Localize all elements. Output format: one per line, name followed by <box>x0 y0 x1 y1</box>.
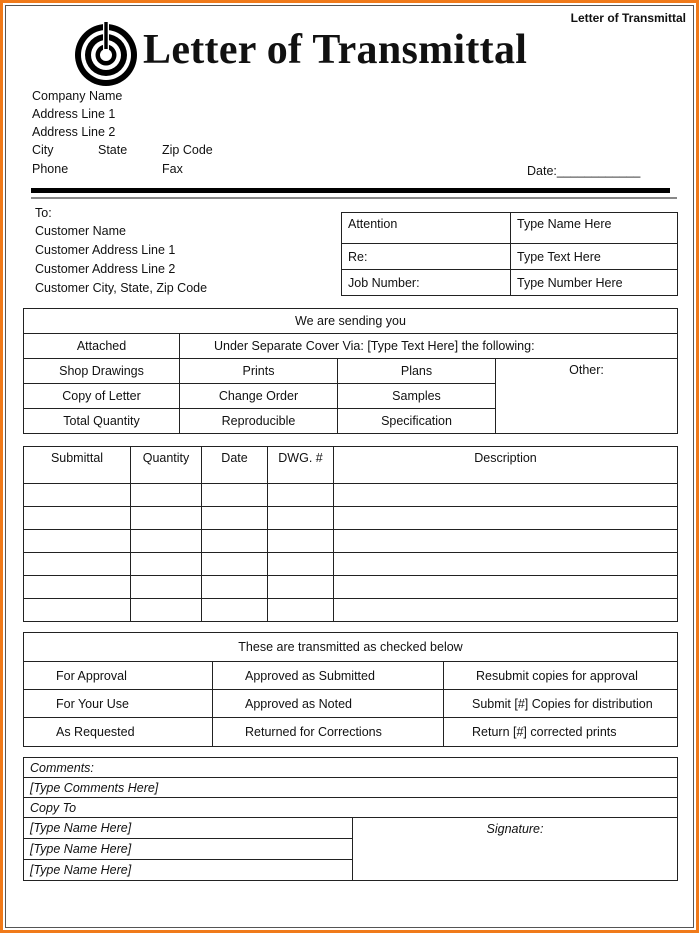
quantity-cell[interactable] <box>131 484 202 507</box>
column-header: Submittal <box>24 447 131 484</box>
customer-address-2[interactable]: Customer Address Line 2 <box>35 262 176 276</box>
date-cell[interactable] <box>202 553 268 576</box>
date-field[interactable]: Date:____________ <box>527 164 641 178</box>
copy-of-letter-option[interactable]: Copy of Letter <box>24 384 180 409</box>
table-row <box>24 599 678 622</box>
copy-to-name-2[interactable]: [Type Name Here] <box>24 839 353 860</box>
dwg-cell[interactable] <box>268 576 334 599</box>
info-label: Re: <box>342 244 511 270</box>
dwg-cell[interactable] <box>268 553 334 576</box>
description-cell[interactable] <box>334 530 678 553</box>
dwg-cell[interactable] <box>268 484 334 507</box>
quantity-cell[interactable] <box>131 599 202 622</box>
description-cell[interactable] <box>334 507 678 530</box>
as-requested-option[interactable]: As Requested <box>24 718 213 747</box>
to-label: To: <box>35 206 52 220</box>
resubmit-copies-option[interactable]: Resubmit copies for approval <box>444 662 678 690</box>
separate-cover-option[interactable]: Under Separate Cover Via: [Type Text Here] the following: <box>180 334 678 359</box>
zip-code: Zip Code <box>162 143 213 157</box>
returned-for-corrections-option[interactable]: Returned for Corrections <box>213 718 444 747</box>
dwg-cell[interactable] <box>268 530 334 553</box>
submittal-cell[interactable] <box>24 553 131 576</box>
sending-heading: We are sending you <box>24 309 678 334</box>
info-table <box>341 212 678 296</box>
customer-city[interactable]: Customer City, State, Zip Code <box>35 281 208 295</box>
column-header: Quantity <box>131 447 202 484</box>
table-row <box>24 507 678 530</box>
quantity-cell[interactable] <box>131 507 202 530</box>
company-logo-icon <box>73 22 139 88</box>
header-divider <box>31 188 670 193</box>
date-cell[interactable] <box>202 530 268 553</box>
date-cell[interactable] <box>202 507 268 530</box>
info-row-re <box>342 244 678 270</box>
transmitted-heading: These are transmitted as checked below <box>24 633 678 662</box>
address-line-2: Address Line 2 <box>32 125 116 139</box>
submittal-cell[interactable] <box>24 530 131 553</box>
table-row <box>24 576 678 599</box>
submit-copies-option[interactable]: Submit [#] Copies for distribution <box>444 690 678 718</box>
description-cell[interactable] <box>334 484 678 507</box>
phone: Phone <box>32 162 69 176</box>
city: City <box>32 143 54 157</box>
return-corrected-prints-option[interactable]: Return [#] corrected prints <box>444 718 678 747</box>
customer-address-1[interactable]: Customer Address Line 1 <box>35 243 176 257</box>
column-header: Description <box>334 447 678 484</box>
address-line-1: Address Line 1 <box>32 107 116 121</box>
plans-option[interactable]: Plans <box>338 359 496 384</box>
comments-table <box>23 757 678 881</box>
for-approval-option[interactable]: For Approval <box>24 662 213 690</box>
fax: Fax <box>162 162 183 176</box>
description-cell[interactable] <box>334 599 678 622</box>
approved-as-noted-option[interactable]: Approved as Noted <box>213 690 444 718</box>
samples-option[interactable]: Samples <box>338 384 496 409</box>
date-cell[interactable] <box>202 576 268 599</box>
info-label: Job Number: <box>342 270 511 296</box>
info-row-attention <box>342 213 678 244</box>
info-label: Attention <box>342 213 511 244</box>
dwg-cell[interactable] <box>268 599 334 622</box>
submittal-cell[interactable] <box>24 599 131 622</box>
customer-name[interactable]: Customer Name <box>35 224 126 238</box>
info-row-job <box>342 270 678 296</box>
column-header: Date <box>202 447 268 484</box>
date-cell[interactable] <box>202 484 268 507</box>
total-quantity-option[interactable]: Total Quantity <box>24 409 180 434</box>
submittal-cell[interactable] <box>24 576 131 599</box>
transmitted-table <box>23 632 678 747</box>
table-row <box>24 553 678 576</box>
approved-as-submitted-option[interactable]: Approved as Submitted <box>213 662 444 690</box>
shop-drawings-option[interactable]: Shop Drawings <box>24 359 180 384</box>
submittal-table <box>23 446 678 622</box>
date-cell[interactable] <box>202 599 268 622</box>
dwg-cell[interactable] <box>268 507 334 530</box>
quantity-cell[interactable] <box>131 553 202 576</box>
info-value[interactable]: Type Text Here <box>511 244 678 270</box>
description-cell[interactable] <box>334 553 678 576</box>
company-name: Company Name <box>32 89 123 103</box>
reproducible-option[interactable]: Reproducible <box>180 409 338 434</box>
copy-to-label: Copy To <box>24 798 678 818</box>
sending-table <box>23 308 678 434</box>
state: State <box>98 143 128 157</box>
header-divider-thin <box>31 197 677 199</box>
corner-title: Letter of Transmittal <box>570 11 686 25</box>
for-your-use-option[interactable]: For Your Use <box>24 690 213 718</box>
info-value[interactable]: Type Number Here <box>511 270 678 296</box>
specification-option[interactable]: Specification <box>338 409 496 434</box>
submittal-cell[interactable] <box>24 484 131 507</box>
copy-to-name-3[interactable]: [Type Name Here] <box>24 860 353 881</box>
table-row <box>24 484 678 507</box>
copy-to-name-1[interactable]: [Type Name Here] <box>24 818 353 839</box>
page-title: Letter of Transmittal <box>143 27 528 73</box>
quantity-cell[interactable] <box>131 530 202 553</box>
change-order-option[interactable]: Change Order <box>180 384 338 409</box>
submittal-cell[interactable] <box>24 507 131 530</box>
comments-label: Comments: <box>24 758 678 778</box>
comments-input[interactable]: [Type Comments Here] <box>24 778 678 798</box>
column-header: DWG. # <box>268 447 334 484</box>
quantity-cell[interactable] <box>131 576 202 599</box>
signature-field[interactable]: Signature: <box>353 818 678 881</box>
other-option[interactable]: Other: <box>496 359 678 434</box>
description-cell[interactable] <box>334 576 678 599</box>
submittal-header-row <box>24 447 678 484</box>
info-value[interactable]: Type Name Here <box>511 213 678 244</box>
prints-option[interactable]: Prints <box>180 359 338 384</box>
attached-option[interactable]: Attached <box>24 334 180 359</box>
table-row <box>24 530 678 553</box>
